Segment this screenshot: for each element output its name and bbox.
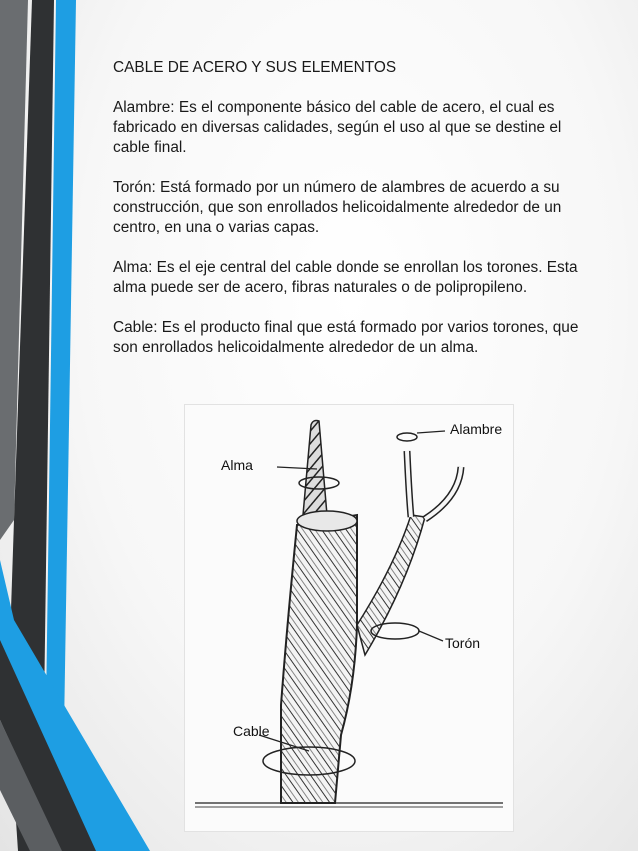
alambre-wire-2 <box>425 467 461 519</box>
cable-body <box>281 515 357 803</box>
slide-text <box>113 58 593 378</box>
alma-core <box>303 421 327 516</box>
paragraph-cable: Cable: Es el producto final que está formado por varios torones, que son enrollados helicoidalmente alrededor de un alma. <box>113 319 579 356</box>
cable-diagram <box>184 404 514 832</box>
label-toron: Torón <box>445 635 481 651</box>
toron-strand <box>357 515 425 655</box>
alambre-ring <box>397 433 417 441</box>
label-cable: Cable <box>233 723 270 739</box>
label-alambre: Alambre <box>450 421 503 437</box>
label-alma: Alma <box>221 457 253 473</box>
paragraph-alma: Alma: Es el eje central del cable donde se enrollan los torones. Esta alma puede ser de acero, fibras naturales o de polipropileno. <box>113 259 578 296</box>
slide-title: CABLE DE ACERO Y SUS ELEMENTOS <box>113 59 397 76</box>
paragraph-alambre: Alambre: Es el componente básico del cable de acero, el cual es fabricado en diversas calidades, según el uso al que se destine el cable final. <box>113 99 562 156</box>
paragraph-toron: Torón: Está formado por un número de alambres de acuerdo a su construcción, que son enrollados helicoidalmente alrededor de un centro, en una o varias capas. <box>113 179 562 236</box>
